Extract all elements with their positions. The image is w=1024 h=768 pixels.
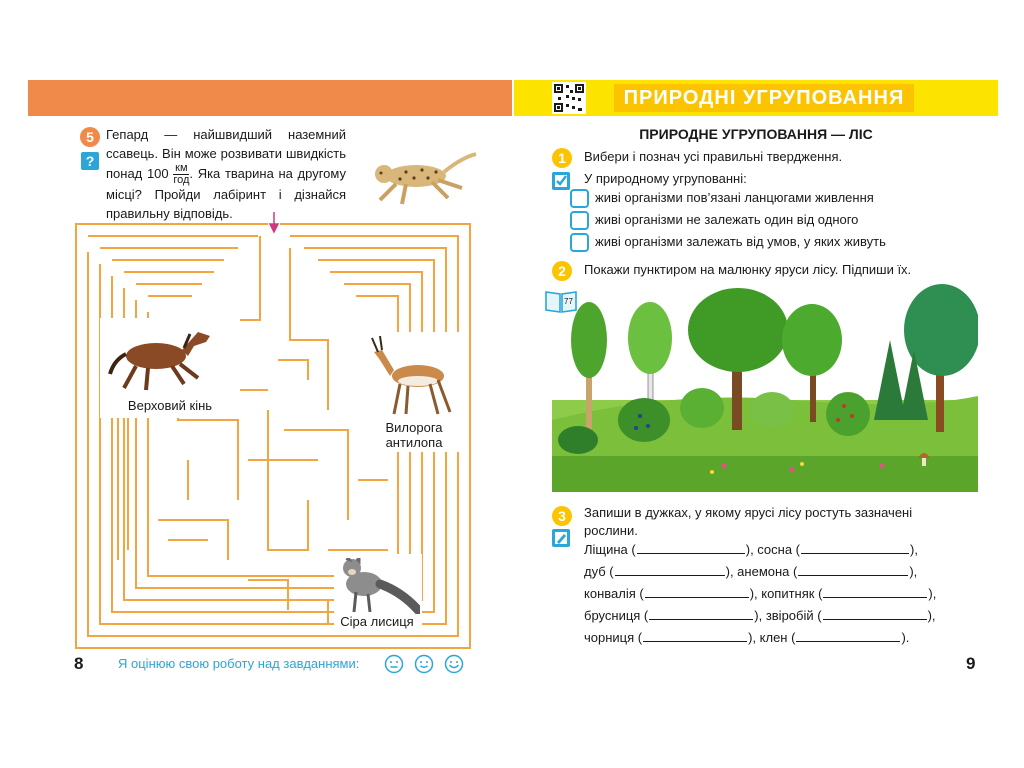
book-reference-number: 77 xyxy=(564,297,573,306)
fill-row-3-part3: ), xyxy=(928,586,937,601)
fraction-numerator: км xyxy=(175,162,188,174)
fill-row-1-part2: ), сосна ( xyxy=(745,542,801,557)
fox-label: Сіра лисиця xyxy=(340,614,414,629)
qr-code-icon[interactable] xyxy=(552,82,586,114)
task-number-1: 1 xyxy=(552,148,572,168)
option-3[interactable] xyxy=(570,232,886,252)
page-number-right: 9 xyxy=(966,654,976,673)
task2-instruction: Покажи пунктиром на малюнку яруси лісу. Підпиши їх. xyxy=(584,262,912,277)
task-number-2: 2 xyxy=(552,261,572,281)
fill-row-3 xyxy=(584,584,936,604)
task3-instruction-line1: Запиши в дужках, у якому ярусі лісу ростуть зазначені xyxy=(584,505,913,520)
task1-lead: У природному угрупованні: xyxy=(584,171,747,186)
forest-illustration xyxy=(552,280,978,492)
option-3-checkbox[interactable] xyxy=(570,233,589,252)
option-3-label: живі організми залежать від умов, у яких живуть xyxy=(595,234,886,249)
neutral-smiley-icon[interactable] xyxy=(384,654,404,674)
fill-row-2-part1: дуб ( xyxy=(584,564,614,579)
option-2[interactable] xyxy=(570,210,858,230)
fill-row-5-part2: ), клен ( xyxy=(748,630,796,645)
happy-smiley-icon[interactable] xyxy=(444,654,464,674)
task3-instruction-line2: рослини. xyxy=(584,523,638,538)
blank-maple[interactable] xyxy=(796,629,900,642)
blank-bilberry[interactable] xyxy=(643,629,747,642)
fill-row-2 xyxy=(584,562,917,582)
task5-text-part1: Гепард — найшвидший наземний ссавець. Він може розвивати швидкість понад 100 xyxy=(106,127,346,181)
fill-row-1-part3: ), xyxy=(910,542,918,557)
fill-row-5-part3: ). xyxy=(901,630,910,645)
pencil-icon xyxy=(552,529,570,547)
blank-asarum[interactable] xyxy=(823,585,927,598)
fill-row-1-part1: Ліщина ( xyxy=(584,542,636,557)
option-2-checkbox[interactable] xyxy=(570,211,589,230)
fill-row-4 xyxy=(584,606,936,626)
question-icon: ? xyxy=(81,152,99,170)
task1-instruction: Вибери і познач усі правильні твердження. xyxy=(584,149,843,164)
option-2-label: живі організми не залежать один від одного xyxy=(595,212,859,227)
fox-icon xyxy=(334,558,420,614)
page-number-left: 8 xyxy=(74,654,84,673)
blank-oak[interactable] xyxy=(615,563,725,576)
fill-row-1 xyxy=(584,540,918,560)
fill-row-2-part3: ), xyxy=(909,564,918,579)
chapter-title: ПРИРОДНІ УГРУПОВАННЯ xyxy=(614,84,914,112)
blank-anemone[interactable] xyxy=(798,563,908,576)
fill-row-4-part2: ), звіробій ( xyxy=(754,608,822,623)
fill-row-5-part1: чорниця ( xyxy=(584,630,643,645)
fill-row-2-part2: ), анемона ( xyxy=(725,564,798,579)
blank-pine[interactable] xyxy=(801,541,909,554)
fill-row-4-part1: брусниця ( xyxy=(584,608,649,623)
task3-instruction xyxy=(584,504,978,540)
task-number-5: 5 xyxy=(80,127,100,147)
task5-text-part2: . Яка тварина на другому місці? Пройди лабіринт і дізнайся правильну відповідь. xyxy=(106,165,346,221)
right-page xyxy=(514,80,998,690)
blank-lingonberry[interactable] xyxy=(649,607,753,620)
fill-row-3-part2: ), копитняк ( xyxy=(749,586,823,601)
option-1-checkbox[interactable] xyxy=(570,189,589,208)
blank-lily[interactable] xyxy=(645,585,749,598)
textbook-spread xyxy=(28,80,998,690)
left-page xyxy=(28,80,512,690)
fill-row-4-part3: ), xyxy=(927,608,936,623)
antelope-label: Вилорога антилопа xyxy=(385,420,443,450)
fill-row-5 xyxy=(584,628,909,648)
good-smiley-icon[interactable] xyxy=(414,654,434,674)
self-evaluation-text: Я оцінюю свою роботу над завданнями: xyxy=(118,656,360,671)
fraction-denominator: год xyxy=(173,174,190,186)
option-1[interactable] xyxy=(570,188,874,208)
task-number-3: 3 xyxy=(552,506,572,526)
horse-label: Верховий кінь xyxy=(127,398,213,413)
blank-st-johns-wort[interactable] xyxy=(823,607,927,620)
blank-hazel[interactable] xyxy=(637,541,745,554)
option-1-label: живі організми пов’язані ланцюгами живлення xyxy=(595,190,874,205)
horse-icon xyxy=(106,324,218,394)
fill-row-3-part1: конвалія ( xyxy=(584,586,644,601)
section-title: ПРИРОДНЕ УГРУПОВАННЯ — ЛІС xyxy=(639,126,873,142)
checkbox-task-icon xyxy=(552,172,570,190)
antelope-icon xyxy=(360,334,460,418)
